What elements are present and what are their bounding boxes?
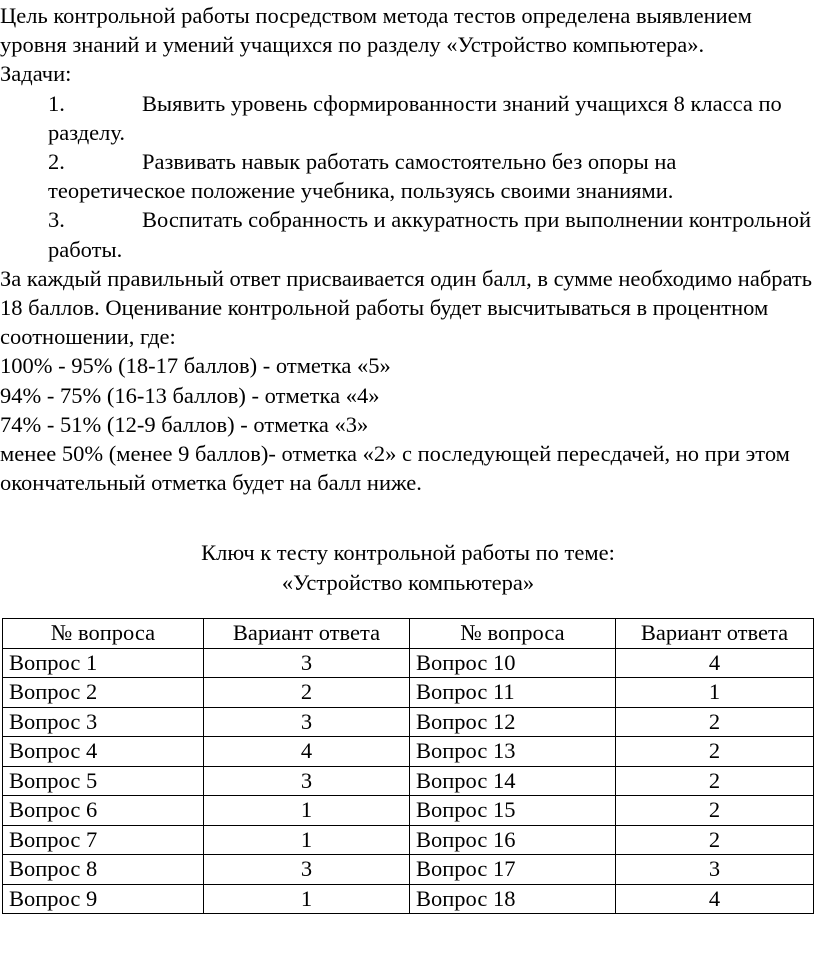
question-cell: Вопрос 6 [3, 796, 204, 826]
scoring-paragraph: За каждый правильный ответ присваивается один балл, в сумме необходимо набрать 18 баллов. Оценивание контрольной работы будет высчитываться в процентном соотношении, где: [0, 265, 813, 350]
task-item [0, 147, 816, 205]
header-answer-option: Вариант ответа [616, 619, 814, 649]
answer-cell: 2 [616, 796, 814, 826]
question-cell: Вопрос 9 [3, 884, 204, 914]
table-row [3, 766, 814, 796]
table-row [3, 796, 814, 826]
question-cell: Вопрос 14 [410, 766, 616, 796]
task-item [0, 89, 816, 147]
task-number: 3. [48, 207, 65, 233]
task-number: 2. [48, 149, 65, 175]
question-cell: Вопрос 4 [3, 737, 204, 767]
question-cell: Вопрос 11 [410, 678, 616, 708]
task-text: Воспитать собранность и аккуратность при выполнении контрольной работы. [48, 207, 812, 262]
question-cell: Вопрос 10 [410, 648, 616, 678]
question-cell: Вопрос 18 [410, 884, 616, 914]
task-item [0, 205, 816, 263]
table-row [3, 648, 814, 678]
answer-cell: 2 [616, 825, 814, 855]
answer-cell: 2 [616, 766, 814, 796]
answer-cell: 2 [204, 678, 410, 708]
table-row [3, 707, 814, 737]
answer-cell: 1 [204, 796, 410, 826]
question-cell: Вопрос 15 [410, 796, 616, 826]
table-row [3, 737, 814, 767]
question-cell: Вопрос 8 [3, 855, 204, 885]
table-row [3, 678, 814, 708]
grade-line: 74% - 51% (12-9 баллов) - отметка «3» [0, 411, 369, 437]
answer-cell: 3 [616, 855, 814, 885]
header-answer-option: Вариант ответа [204, 619, 410, 649]
question-cell: Вопрос 5 [3, 766, 204, 796]
question-cell: Вопрос 12 [410, 707, 616, 737]
answer-key-title [0, 538, 816, 597]
header-question-number: № вопроса [410, 619, 616, 649]
table-header-row [3, 619, 814, 649]
answer-cell: 1 [204, 884, 410, 914]
task-text: Выявить уровень сформированности знаний учащихся 8 класса по разделу. [48, 90, 782, 145]
answer-cell: 3 [204, 855, 410, 885]
question-cell: Вопрос 3 [3, 707, 204, 737]
grade-line: 94% - 75% (16-13 баллов) - отметка «4» [0, 382, 380, 408]
answer-cell: 4 [616, 648, 814, 678]
table-row [3, 825, 814, 855]
answer-cell: 3 [204, 707, 410, 737]
table-row [3, 855, 814, 885]
answer-cell: 4 [204, 737, 410, 767]
answer-key-title-line1: Ключ к тесту контрольной работы по теме: [201, 540, 615, 565]
purpose-paragraph: Цель контрольной работы посредством метода тестов определена выявлением уровня знаний и умений учащихся по разделу «Устройство компьютера». [0, 3, 752, 58]
question-cell: Вопрос 16 [410, 825, 616, 855]
answer-cell: 2 [616, 707, 814, 737]
answer-key-title-line2: «Устройство компьютера» [281, 569, 535, 595]
answer-cell: 2 [616, 737, 814, 767]
grade-line: 100% - 95% (18-17 баллов) - отметка «5» [0, 353, 391, 379]
task-number: 1. [48, 90, 65, 116]
answer-cell: 4 [616, 884, 814, 914]
question-cell: Вопрос 7 [3, 825, 204, 855]
answer-cell: 3 [204, 648, 410, 678]
tasks-heading: Задачи: [0, 61, 72, 87]
grade-line: менее 50% (менее 9 баллов)- отметка «2» с последующей пересдачей, но при этом окончательный отметка будет на балл ниже. [0, 441, 790, 496]
answer-cell: 3 [204, 766, 410, 796]
question-cell: Вопрос 13 [410, 737, 616, 767]
document-body [0, 1, 816, 497]
question-cell: Вопрос 17 [410, 855, 616, 885]
answer-cell: 1 [616, 678, 814, 708]
question-cell: Вопрос 2 [3, 678, 204, 708]
answer-cell: 1 [204, 825, 410, 855]
answer-key-table [2, 618, 814, 914]
question-cell: Вопрос 1 [3, 648, 204, 678]
table-row [3, 884, 814, 914]
header-question-number: № вопроса [3, 619, 204, 649]
task-text: Развивать навык работать самостоятельно без опоры на теоретическое положение учебника, пользуясь своими знаниями. [48, 149, 677, 204]
